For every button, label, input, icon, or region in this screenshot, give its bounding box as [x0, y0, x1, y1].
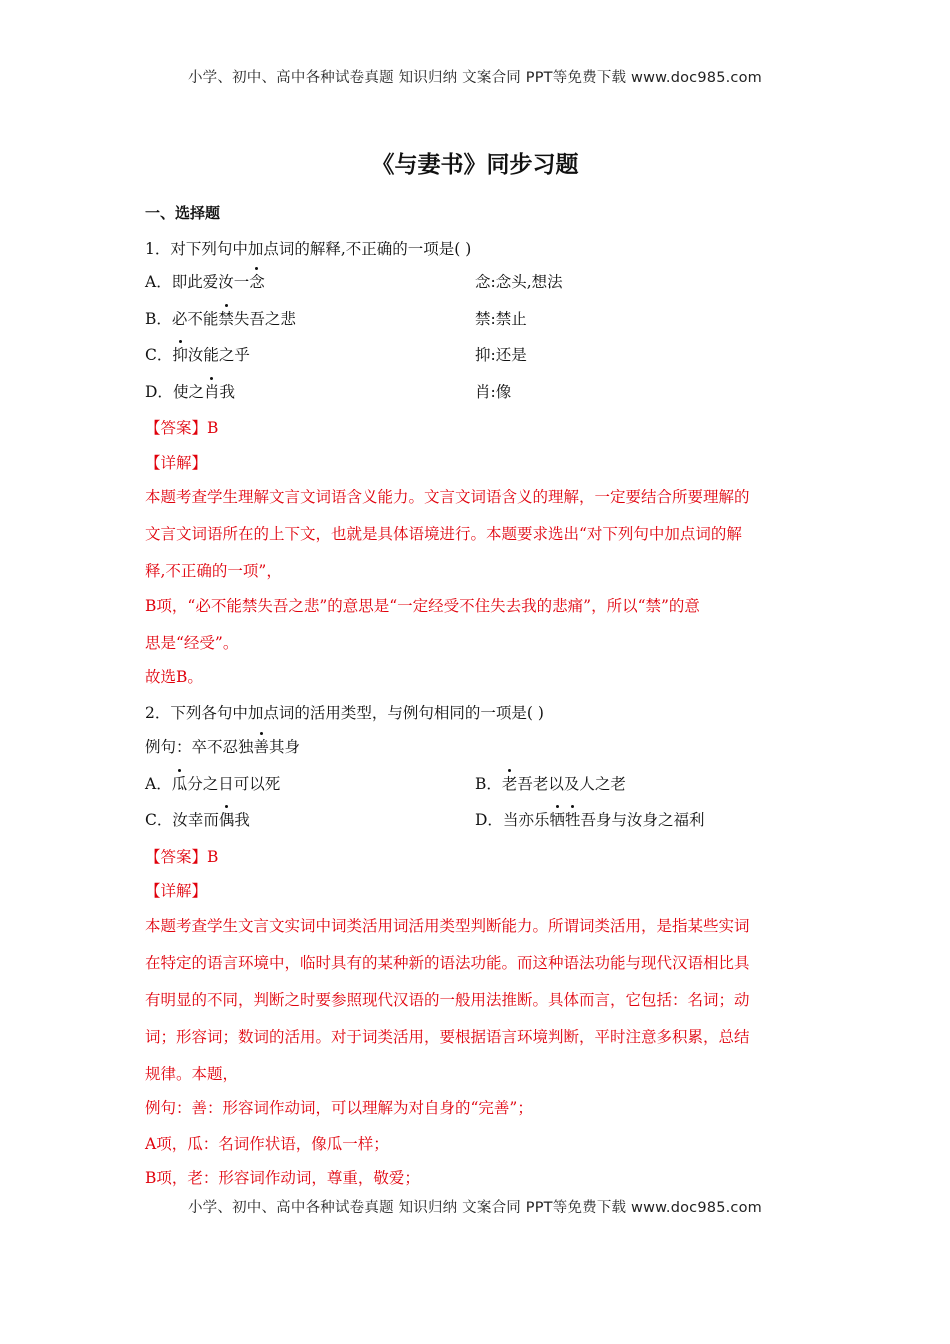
q2-stem: 2．下列各句中加点词的活用类型，与例句相同的一项是( ): [145, 704, 544, 722]
q2-answer: 【答案】B: [145, 848, 219, 866]
q2-detail-line: A项，瓜：名词作状语，像瓜一样；: [145, 1135, 389, 1153]
dotted-char: 偶: [218, 811, 235, 829]
q2-option-d: D．当亦乐牺牲吾身与汝身之福利: [475, 811, 705, 829]
q2-detail-line: 规律。本题，: [145, 1065, 239, 1083]
q2-option-b: B．老吾老以及人之老: [475, 775, 626, 793]
q1-option-b-explain: 禁:禁止: [475, 310, 527, 328]
q1-detail-line: B项，“必不能禁失吾之悲”的意思是“一定经受不住失去我的悲痛”，所以“禁”的意: [145, 597, 700, 615]
q1-option-d: D．使之肖我 肖:像: [145, 383, 512, 401]
dotted-char: 牺: [549, 811, 565, 829]
dotted-char: 禁: [218, 310, 234, 328]
q1-option-d-explain: 肖:像: [475, 383, 512, 401]
page-title: 《与妻书》同步习题: [371, 152, 579, 178]
q1-option-a: A．即此爱汝一念 念:念头,想法: [145, 273, 563, 291]
dotted-char: 善: [253, 738, 270, 756]
dotted-char: 肖: [203, 383, 220, 401]
footer-banner: 小学、初中、高中各种试卷真题 知识归纳 文案合同 PPT等免费下载 www.doc985.com: [187, 1200, 763, 1216]
dotted-char: 抑: [172, 346, 188, 364]
q2-option-c: C．汝幸而偶我: [145, 811, 250, 829]
q2-detail-line: 在特定的语言环境中，临时具有的某种新的语法功能。而这种语法功能与现代汉语相比具: [145, 954, 750, 972]
q2-detail-line: 有明显的不同，判断之时要参照现代汉语的一般用法推断。具体而言，它包括：名词；动: [145, 991, 750, 1009]
q1-option-a-explain: 念:念头,想法: [475, 273, 563, 291]
dotted-char: 念: [249, 273, 265, 291]
q2-option-a: A．瓜分之日可以死: [145, 775, 281, 793]
q2-example: 例句：卒不忍独善其身: [145, 738, 301, 756]
q1-option-c-explain: 抑:还是: [475, 346, 527, 364]
q1-stem: 1．对下列句中加点词的解释,不正确的一项是( ): [145, 240, 472, 258]
q1-detail-line: 故选B。: [145, 668, 203, 686]
q2-detail-label: 【详解】: [145, 882, 208, 900]
q1-detail-line: 本题考查学生理解文言文词语含义能力。文言文词语含义的理解，一定要结合所要理解的: [145, 488, 750, 506]
header-banner: 小学、初中、高中各种试卷真题 知识归纳 文案合同 PPT等免费下载 www.doc985.com: [187, 70, 763, 86]
q2-detail-line: 本题考查学生文言文实词中词类活用词活用类型判断能力。所谓词类活用，是指某些实词: [145, 917, 750, 935]
q1-option-b: B．必不能禁失吾之悲 禁:禁止: [145, 310, 527, 328]
dotted-char: 老: [501, 775, 518, 793]
section-heading: 一、选择题: [145, 204, 221, 222]
q1-detail-label: 【详解】: [145, 454, 208, 472]
dotted-char: 牲: [564, 811, 581, 829]
q1-option-c: C．抑汝能之乎 抑:还是: [145, 346, 527, 364]
q2-detail-line: B项，老：形容词作动词，尊重，敬爱；: [145, 1169, 420, 1187]
q1-detail-line: 思是“经受”。: [145, 634, 239, 652]
q1-detail-line: 释,不正确的一项”，: [145, 562, 282, 580]
q2-detail-line: 词；形容词；数词的活用。对于词类活用，要根据语言环境判断，平时注意多积累，总结: [145, 1028, 750, 1046]
q1-answer: 【答案】B: [145, 419, 219, 437]
q2-detail-line: 例句：善：形容词作动词，可以理解为对自身的“完善”；: [145, 1099, 533, 1117]
q1-detail-line: 文言文词语所在的上下文，也就是具体语境进行。本题要求选出“对下列句中加点词的解: [145, 525, 742, 543]
dotted-char: 瓜: [171, 775, 188, 793]
